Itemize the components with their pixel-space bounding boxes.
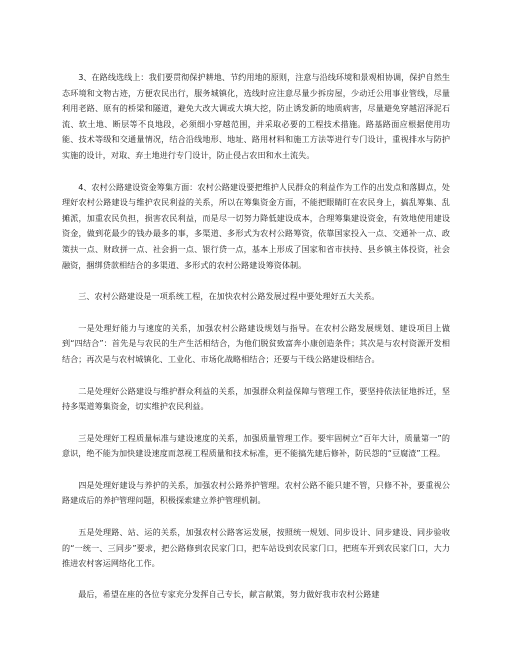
paragraph-relation-three: 三是处理好工程质量标准与建设速度的关系，加强质量管理工作。要牢固树立“百年大计，质量第一”的意识，绝不能为加快建设速度而忽视工程质量和技术标准，更不能搞先建后修补，防民怨的“豆腐渣”工程。 xyxy=(62,432,450,459)
paragraph-funding: 4、农村公路建设资金筹集方面：农村公路建设要把维护人民群众的利益作为工作的出发点和落脚点，处理好农村公路建设与维护农民利益的关系，所以在筹集资金方面，不能把眼睛盯在农民身上，搞乱筹集、乱摊派，加重农民负担，损害农民利益，而是尽一切努力降低建设成本，合理筹集建设资金，有效地使用建设资金，做到花最少的钱办最多的事，多渠道、多形式为农村公路筹资，依靠国家投入一点、交通补一点、政策扶一点、财政拼一点、社会捐一点、银行贷一点，基本上形成了国家和省市扶持、县乡镇主体投资，社会融资，捆绑贷款相结合的多渠道、多形式的农村公路建设筹资体制。 xyxy=(62,181,450,270)
paragraph-relation-five: 五是处理路、站、运的关系，加强农村公路客运发展，按照统一规划、同步设计、同步建设、同步验收的“一统一、三同步”要求，把公路修到农民家门口，把车站设到农民家门口，把班车开到农民家门口，大力推进农村客运网络化工作。 xyxy=(62,527,450,569)
paragraph-route-selection: 3、在路线选线上：我们要贯彻保护耕地、节约用地的原则，注意与沿线环境和景观相协调，保护自然生态环境和文物古迹，方便农民出行，服务城镇化，选线时应注意尽量少拆房屋，少动迁公用事业管线，尽量利用老路、原有的桥梁和隧道，避免大改大调或大填大挖，防止诱发新的地质病害，尽量避免穿越沼泽泥石流、软土地、断层等不良地段，必须细小穿越范围，并采取必要的工程技术措施。路基路面应根据使用功能、技术等级和交通量情况，结合沿线地形、地址、路用材料和施工方法等进行专门设计，重视排水与防护实施的设计，对取、弃土地进行专门设计，防止侵占农田和水土流失。 xyxy=(62,72,450,160)
paragraph-relation-one: 一是处理好能力与速度的关系，加强农村公路建设规划与指导。在农村公路发展规划、建设项目上做到“四结合”：首先是与农民的生产生活相结合，为他们脱贫致富奔小康创造条件；其次是与农村资源开发相结合；再次是与农村城镇化、工业化、市场化战略相结合；还要与干线公路建设相结合。 xyxy=(62,322,450,364)
paragraph-section-three-heading: 三、农村公路建设是一项系统工程，在加快农村公路发展过程中要处理好五大关系。 xyxy=(78,291,380,302)
paragraph-relation-two: 二是处理好公路建设与维护群众利益的关系，加强群众利益保障与管理工作，要坚持依法征地拆迁，坚持多渠道筹集资金，切实维护农民利益。 xyxy=(62,385,450,412)
paragraph-closing: 最后，希望在座的各位专家充分发挥自己专长，献言献策，努力做好我市农村公路建 xyxy=(78,588,380,599)
paragraph-relation-four: 四是处理好建设与养护的关系，加强农村公路养护管理。农村公路不能只建不管，只修不补，要重视公路建成后的养护管理问题，积极探索建立养护管理机制。 xyxy=(62,479,450,506)
